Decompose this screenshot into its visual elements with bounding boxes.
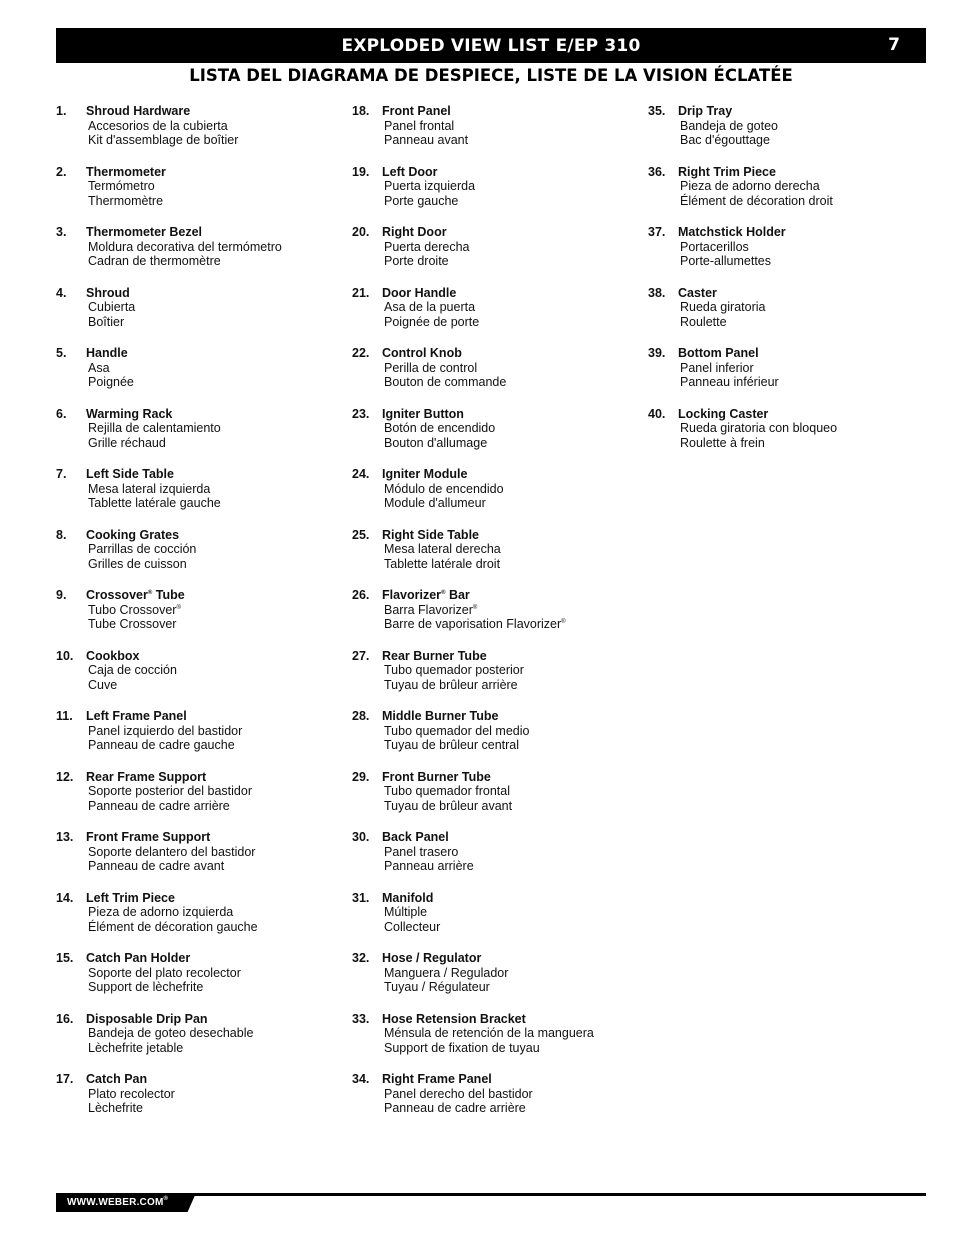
part-name-french: Barre de vaporisation Flavorizer® bbox=[384, 617, 566, 631]
part-name-french: Panneau arrière bbox=[384, 859, 474, 873]
part-name-english: Left Door bbox=[382, 164, 438, 179]
part-name-french: Module d'allumeur bbox=[384, 496, 486, 510]
page-subtitle: LISTA DEL DIAGRAMA DE DESPIECE, LISTE DE LA VISION ÉCLATÉE bbox=[189, 66, 793, 85]
part-name-english: Front Panel bbox=[382, 104, 451, 118]
part-name-spanish: Barra Flavorizer® bbox=[384, 602, 478, 617]
part-name-spanish: Ménsula de retención de la manguera bbox=[384, 1026, 594, 1040]
part-names bbox=[86, 709, 242, 753]
part-names bbox=[86, 225, 282, 269]
footer-url: WWW.WEBER.COM® bbox=[67, 1196, 169, 1208]
part-number: 27. bbox=[352, 648, 370, 663]
part-names bbox=[382, 104, 468, 148]
part-number: 36. bbox=[648, 164, 666, 179]
part-name-english: Hose Retension Bracket bbox=[382, 1011, 526, 1026]
part-name-spanish: Soporte posterior del bastidor bbox=[88, 784, 252, 798]
part-name-english: Matchstick Holder bbox=[678, 225, 786, 239]
part-name-english: Flavorizer® Bar bbox=[382, 588, 470, 602]
part-names bbox=[382, 407, 495, 451]
part-name-spanish: Tubo quemador del medio bbox=[384, 723, 530, 738]
part-names bbox=[382, 951, 508, 995]
part-name-spanish: Pieza de adorno izquierda bbox=[88, 905, 234, 919]
part-number: 5. bbox=[56, 346, 67, 360]
part-name-english: Manifold bbox=[382, 890, 434, 905]
part-number: 40. bbox=[648, 406, 666, 421]
part-name-english: Locking Caster bbox=[678, 406, 769, 421]
part-name-english: Cooking Grates bbox=[86, 527, 180, 542]
part-name-english: Right Frame Panel bbox=[382, 1072, 492, 1086]
part-name-french: Support de lèchefrite bbox=[88, 980, 204, 994]
part-number: 10. bbox=[56, 648, 74, 663]
part-name-english: Hose / Regulator bbox=[382, 951, 482, 965]
part-number: 34. bbox=[352, 1072, 370, 1086]
part-name-french: Roulette à frein bbox=[680, 435, 765, 450]
part-names bbox=[678, 165, 833, 209]
part-names bbox=[382, 225, 469, 269]
part-name-spanish: Puerta derecha bbox=[384, 239, 470, 254]
part-name-english: Warming Rack bbox=[86, 406, 173, 421]
page-number: 7 bbox=[888, 35, 900, 55]
part-name-spanish: Rueda giratoria bbox=[680, 300, 766, 314]
part-name-french: Panneau de cadre arrière bbox=[384, 1101, 526, 1115]
part-name-french: Panneau inférieur bbox=[680, 375, 779, 389]
part-name-french: Poignée de porte bbox=[384, 314, 480, 329]
part-name-spanish: Bandeja de goteo desechable bbox=[88, 1026, 254, 1040]
part-name-french: Tuyau de brûleur arrière bbox=[384, 677, 518, 692]
part-number: 12. bbox=[56, 769, 74, 784]
part-name-english: Igniter Button bbox=[382, 406, 464, 421]
part-name-spanish: Módulo de encendido bbox=[384, 481, 504, 496]
part-name-spanish: Panel izquierdo del bastidor bbox=[88, 723, 243, 738]
part-number: 23. bbox=[352, 406, 370, 421]
part-number: 31. bbox=[352, 890, 370, 905]
part-name-spanish: Tubo Crossover® bbox=[88, 602, 181, 617]
part-number: 26. bbox=[352, 588, 370, 602]
part-name-spanish: Manguera / Regulador bbox=[384, 965, 509, 980]
part-name-spanish: Parrillas de cocción bbox=[88, 542, 197, 556]
part-names bbox=[86, 528, 196, 572]
part-number: 30. bbox=[352, 830, 370, 844]
page-title: EXPLODED VIEW LIST E/EP 310 bbox=[341, 36, 641, 56]
part-name-french: Cadran de thermomètre bbox=[88, 254, 221, 268]
part-names bbox=[86, 407, 221, 451]
part-name-spanish: Asa de la puerta bbox=[384, 300, 476, 314]
part-name-spanish: Botón de encendido bbox=[384, 421, 496, 435]
part-names bbox=[382, 1012, 594, 1056]
part-name-french: Panneau de cadre arrière bbox=[88, 798, 230, 813]
part-name-spanish: Caja de cocción bbox=[88, 663, 177, 677]
part-number: 19. bbox=[352, 164, 370, 179]
part-name-spanish: Soporte delantero del bastidor bbox=[88, 844, 256, 859]
part-number: 29. bbox=[352, 769, 370, 784]
part-name-french: Élément de décoration droit bbox=[680, 193, 833, 208]
part-name-french: Tablette latérale gauche bbox=[88, 496, 221, 510]
part-name-french: Porte gauche bbox=[384, 193, 459, 208]
part-name-spanish: Panel trasero bbox=[384, 844, 459, 859]
part-name-spanish: Bandeja de goteo bbox=[680, 118, 779, 133]
part-number: 38. bbox=[648, 285, 666, 300]
part-name-english: Back Panel bbox=[382, 830, 449, 844]
part-name-spanish: Panel derecho del bastidor bbox=[384, 1086, 533, 1101]
part-number: 3. bbox=[56, 225, 67, 239]
part-name-french: Cuve bbox=[88, 677, 118, 692]
part-number: 39. bbox=[648, 346, 666, 360]
part-name-french: Tuyau de brûleur central bbox=[384, 738, 520, 752]
part-name-english: Crossover® Tube bbox=[86, 588, 185, 602]
part-number: 11. bbox=[56, 709, 73, 723]
part-name-spanish: Plato recolector bbox=[88, 1086, 175, 1101]
part-names bbox=[86, 467, 221, 511]
part-name-spanish: Soporte del plato recolector bbox=[88, 965, 241, 980]
part-names bbox=[86, 346, 134, 390]
part-name-english: Catch Pan bbox=[86, 1072, 148, 1086]
part-name-english: Rear Burner Tube bbox=[382, 648, 487, 663]
part-names bbox=[382, 286, 479, 330]
part-name-french: Support de fixation de tuyau bbox=[384, 1040, 540, 1055]
part-names bbox=[382, 830, 474, 874]
part-name-french: Thermomètre bbox=[88, 193, 164, 208]
part-name-french: Lèchefrite bbox=[88, 1101, 143, 1115]
part-names bbox=[86, 104, 238, 148]
part-number: 14. bbox=[56, 890, 74, 905]
part-name-french: Bac d'égouttage bbox=[680, 133, 770, 147]
part-name-french: Panneau de cadre gauche bbox=[88, 738, 235, 752]
part-name-french: Porte-allumettes bbox=[680, 254, 772, 268]
part-names bbox=[86, 588, 185, 632]
part-name-french: Poignée bbox=[88, 375, 134, 389]
part-name-spanish: Panel frontal bbox=[384, 118, 455, 133]
part-names bbox=[86, 1072, 175, 1116]
part-name-english: Cookbox bbox=[86, 648, 140, 663]
part-names bbox=[678, 225, 786, 269]
part-names bbox=[382, 891, 440, 935]
part-number: 35. bbox=[648, 104, 666, 118]
part-name-french: Porte droite bbox=[384, 254, 449, 268]
part-number: 2. bbox=[56, 164, 67, 179]
part-name-english: Drip Tray bbox=[678, 104, 733, 118]
part-number: 33. bbox=[352, 1011, 370, 1026]
part-name-english: Left Side Table bbox=[86, 467, 174, 481]
part-name-french: Panneau de cadre avant bbox=[88, 859, 225, 873]
part-name-spanish: Rueda giratoria con bloqueo bbox=[680, 421, 838, 435]
part-number: 18. bbox=[352, 104, 370, 118]
part-names bbox=[382, 528, 501, 572]
part-names bbox=[382, 1072, 533, 1116]
part-name-spanish: Panel inferior bbox=[680, 360, 754, 375]
part-name-english: Shroud Hardware bbox=[86, 104, 191, 118]
part-name-french: Kit d'assemblage de boîtier bbox=[88, 133, 239, 147]
part-number: 6. bbox=[56, 406, 67, 421]
part-names bbox=[382, 346, 506, 390]
part-name-french: Bouton d'allumage bbox=[384, 435, 488, 450]
part-name-french: Grilles de cuisson bbox=[88, 556, 187, 571]
part-names bbox=[86, 165, 166, 209]
part-name-french: Tuyau de brûleur avant bbox=[384, 798, 513, 813]
part-names bbox=[86, 830, 255, 874]
part-number: 13. bbox=[56, 830, 74, 844]
part-name-english: Left Frame Panel bbox=[86, 709, 187, 723]
part-name-french: Panneau avant bbox=[384, 133, 469, 147]
part-name-english: Front Burner Tube bbox=[382, 769, 491, 784]
part-number: 8. bbox=[56, 527, 67, 542]
part-name-spanish: Asa bbox=[88, 360, 110, 375]
part-number: 20. bbox=[352, 225, 370, 239]
part-name-spanish: Múltiple bbox=[384, 905, 428, 919]
part-name-french: Collecteur bbox=[384, 919, 441, 934]
part-names bbox=[86, 891, 258, 935]
part-name-english: Left Trim Piece bbox=[86, 890, 175, 905]
part-name-spanish: Termómetro bbox=[88, 179, 155, 193]
part-name-spanish: Tubo quemador posterior bbox=[384, 663, 524, 677]
part-name-spanish: Cubierta bbox=[88, 300, 136, 314]
part-name-spanish: Moldura decorativa del termómetro bbox=[88, 239, 282, 254]
part-name-spanish: Perilla de control bbox=[384, 360, 478, 375]
part-names bbox=[678, 286, 765, 330]
part-name-french: Boîtier bbox=[88, 314, 125, 329]
part-name-english: Right Side Table bbox=[382, 527, 479, 542]
part-number: 9. bbox=[56, 588, 67, 602]
part-names bbox=[382, 165, 475, 209]
part-number: 25. bbox=[352, 527, 370, 542]
part-name-spanish: Accesorios de la cubierta bbox=[88, 118, 228, 133]
part-name-french: Élément de décoration gauche bbox=[88, 919, 258, 934]
part-name-english: Control Knob bbox=[382, 346, 462, 360]
part-names bbox=[678, 346, 779, 390]
part-name-french: Roulette bbox=[680, 314, 727, 329]
part-name-english: Middle Burner Tube bbox=[382, 709, 499, 723]
part-number: 32. bbox=[352, 951, 370, 965]
part-names bbox=[382, 709, 529, 753]
part-name-spanish: Tubo quemador frontal bbox=[384, 784, 511, 798]
part-name-english: Right Door bbox=[382, 225, 447, 239]
part-names bbox=[382, 467, 504, 511]
part-name-english: Caster bbox=[678, 285, 717, 300]
part-name-english: Handle bbox=[86, 346, 128, 360]
part-name-french: Grille réchaud bbox=[88, 435, 166, 450]
part-names bbox=[382, 770, 512, 814]
part-name-spanish: Rejilla de calentamiento bbox=[88, 421, 221, 435]
part-number: 37. bbox=[648, 225, 666, 239]
part-number: 22. bbox=[352, 346, 370, 360]
part-number: 24. bbox=[352, 467, 370, 481]
part-name-english: Rear Frame Support bbox=[86, 769, 207, 784]
part-name-spanish: Pieza de adorno derecha bbox=[680, 179, 820, 193]
part-number: 1. bbox=[56, 104, 67, 118]
part-name-english: Right Trim Piece bbox=[678, 164, 776, 179]
part-name-english: Front Frame Support bbox=[86, 830, 211, 844]
part-number: 15. bbox=[56, 951, 74, 965]
part-number: 28. bbox=[352, 709, 370, 723]
part-names bbox=[678, 407, 837, 451]
part-number: 16. bbox=[56, 1011, 74, 1026]
part-name-english: Bottom Panel bbox=[678, 346, 759, 360]
part-names bbox=[382, 588, 566, 632]
part-number: 7. bbox=[56, 467, 67, 481]
part-number: 4. bbox=[56, 285, 67, 300]
part-name-french: Tube Crossover bbox=[88, 617, 177, 631]
part-number: 21. bbox=[352, 285, 370, 300]
part-name-english: Igniter Module bbox=[382, 467, 468, 481]
part-names bbox=[678, 104, 778, 148]
part-names bbox=[86, 951, 241, 995]
part-name-english: Disposable Drip Pan bbox=[86, 1011, 208, 1026]
header-bar bbox=[56, 28, 926, 63]
part-name-french: Bouton de commande bbox=[384, 375, 507, 389]
part-names bbox=[86, 286, 135, 330]
part-name-english: Door Handle bbox=[382, 285, 457, 300]
part-names bbox=[86, 1012, 253, 1056]
part-name-spanish: Mesa lateral izquierda bbox=[88, 481, 211, 496]
part-name-spanish: Mesa lateral derecha bbox=[384, 542, 501, 556]
part-name-spanish: Puerta izquierda bbox=[384, 179, 476, 193]
part-number: 17. bbox=[56, 1072, 74, 1086]
part-name-english: Thermometer Bezel bbox=[86, 225, 203, 239]
part-names bbox=[86, 649, 177, 693]
part-name-english: Shroud bbox=[86, 285, 130, 300]
part-name-english: Catch Pan Holder bbox=[86, 951, 191, 965]
part-names bbox=[86, 770, 252, 814]
part-name-french: Lèchefrite jetable bbox=[88, 1040, 184, 1055]
part-name-french: Tablette latérale droit bbox=[384, 556, 501, 571]
part-name-english: Thermometer bbox=[86, 164, 166, 179]
part-name-spanish: Portacerillos bbox=[680, 239, 749, 254]
part-names bbox=[382, 649, 524, 693]
part-name-french: Tuyau / Régulateur bbox=[384, 980, 490, 994]
